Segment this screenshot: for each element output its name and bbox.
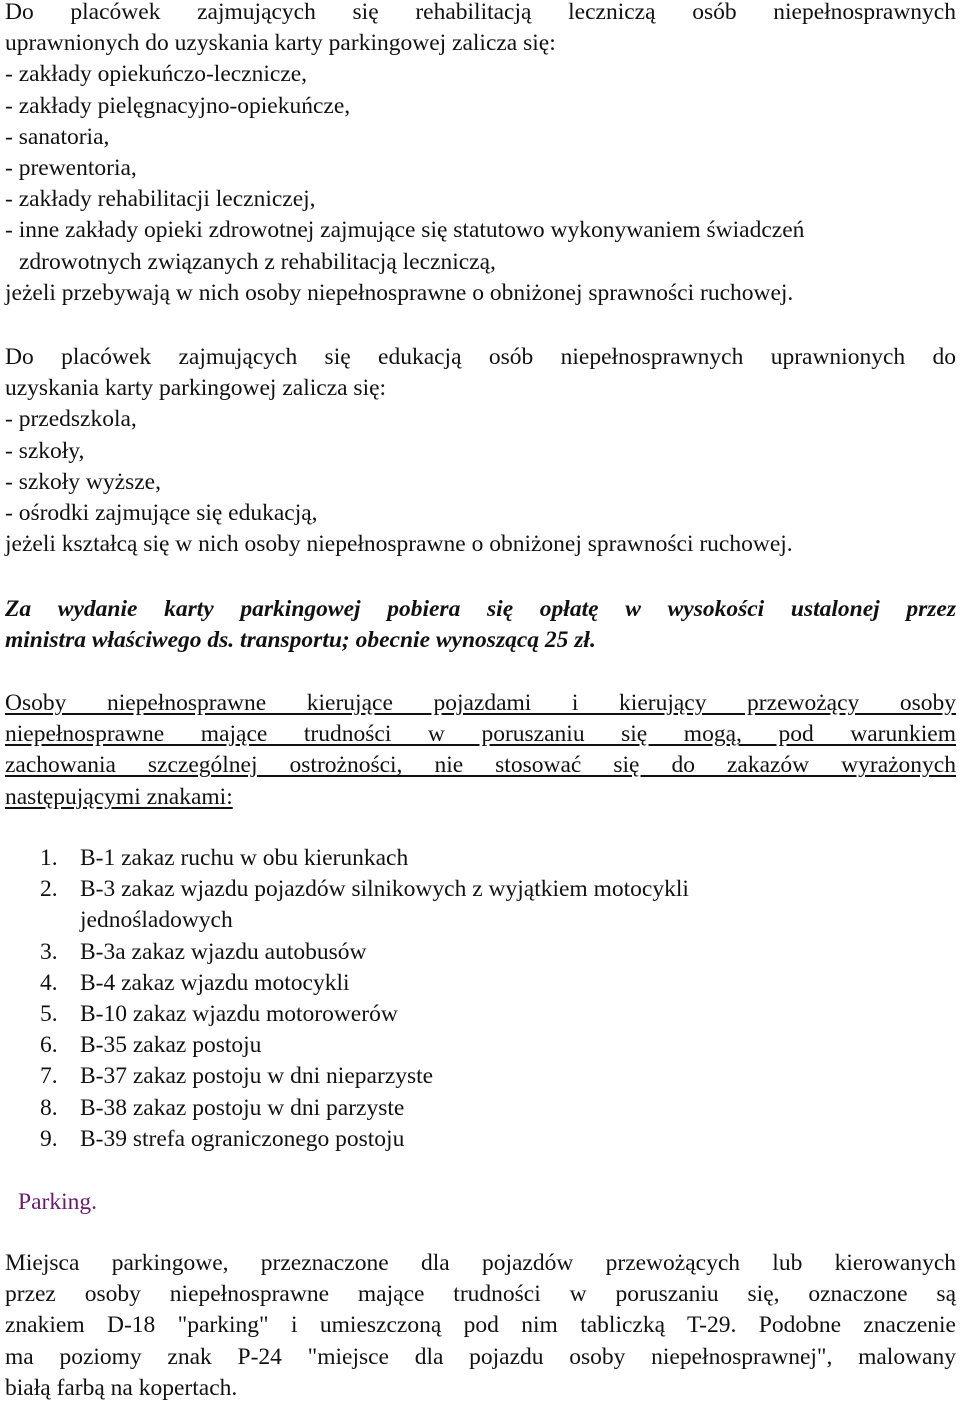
parking-line-5: białą farbą na kopertach.: [5, 1374, 238, 1401]
parking-line-3: znakiem D-18 "parking" i umieszczoną pod nim tabliczką T-29. Podobne znaczenie: [5, 1312, 956, 1339]
list-item: [40, 843, 920, 874]
list-item-number: 2.: [40, 876, 58, 903]
list-item-number: 9.: [40, 1125, 58, 1152]
list-item-number: 4.: [40, 969, 58, 996]
parking-paragraph: [5, 1248, 956, 1404]
parking-line-1: Miejsca parkingowe, przeznaczone dla pojazdów przewożących lub kierowanych: [5, 1250, 956, 1276]
rehab-item: - zakłady rehabilitacji leczniczej,: [5, 186, 316, 213]
list-item: [40, 1124, 920, 1155]
rehab-intro-line-1: Do placówek zajmujących się rehabilitacją leczniczą osób niepełnosprawnych: [5, 0, 956, 25]
fee-line-2: ministra właściwego ds. transportu; obecnie wynoszącą 25 zł.: [5, 627, 596, 654]
education-paragraph: [5, 342, 956, 560]
rehab-item: - sanatoria,: [5, 123, 110, 150]
rehab-item: - zakłady opiekuńczo-lecznicze,: [5, 61, 308, 88]
list-item-text: B-39 strefa ograniczonego postoju: [80, 1125, 405, 1152]
list-item-number: 6.: [40, 1032, 58, 1059]
list-item-text: B-10 zakaz wjazdu motorowerów: [80, 1001, 398, 1028]
list-item-text: B-35 zakaz postoju: [80, 1032, 262, 1059]
edu-closing: jeżeli kształcą się w nich osoby niepełnosprawne o obniżonej sprawności ruchowej.: [5, 531, 793, 558]
list-item-number: 7.: [40, 1063, 58, 1090]
exemption-line-2: niepełnosprawne mające trudności w poruszaniu się mogą, pod warunkiem: [5, 721, 956, 748]
rehab-item: - prewentoria,: [5, 155, 137, 182]
list-item: [40, 999, 920, 1030]
parking-line-2: przez osoby niepełnosprawne mające trudności w poruszaniu się, oznaczone są: [5, 1281, 956, 1308]
list-item-number: 1.: [40, 845, 58, 871]
list-item-text: B-3 zakaz wjazdu pojazdów silnikowych z wyjątkiem motocykli jednośladowych: [80, 876, 689, 934]
list-item-number: 3.: [40, 938, 58, 965]
edu-item: - szkoły wyższe,: [5, 468, 161, 495]
list-item: [40, 1030, 920, 1061]
parking-heading: Parking.: [18, 1189, 97, 1215]
rehabilitation-paragraph: [5, 0, 956, 309]
list-item-text: B-3a zakaz wjazdu autobusów: [80, 938, 367, 965]
exemption-line-4: następującymi znakami:: [5, 783, 233, 810]
exemption-paragraph: [5, 688, 956, 813]
list-item: [40, 1061, 920, 1092]
edu-item: - przedszkola,: [5, 406, 137, 433]
rehab-intro-line-2: uprawnionych do uzyskania karty parkingowej zalicza się:: [5, 30, 556, 57]
rehab-item: - zakłady pielęgnacyjno-opiekuńcze,: [5, 92, 351, 119]
edu-item: - szkoły,: [5, 437, 85, 464]
signs-list: [40, 843, 920, 1155]
edu-intro-line-1: Do placówek zajmujących się edukacją osób niepełnosprawnych uprawnionych do: [5, 344, 956, 370]
list-item-text: B-38 zakaz postoju w dni parzyste: [80, 1094, 405, 1121]
list-item: [40, 874, 920, 936]
exemption-line-3: zachowania szczególnej ostrożności, nie stosować się do zakazów wyrażonych: [5, 752, 956, 779]
rehab-item: - inne zakłady opieki zdrowotnej zajmujące się statutowo wykonywaniem świadczeń: [5, 217, 805, 244]
fee-paragraph: [5, 594, 956, 656]
list-item-text: B-4 zakaz wjazdu motocykli: [80, 969, 350, 996]
list-item-number: 5.: [40, 1001, 58, 1028]
list-item: [40, 968, 920, 999]
edu-intro-line-2: uzyskania karty parkingowej zalicza się:: [5, 375, 387, 402]
rehab-closing: jeżeli przebywają w nich osoby niepełnosprawne o obniżonej sprawności ruchowej.: [5, 279, 794, 306]
parking-line-4: ma poziomy znak P-24 "miejsce dla pojazdu osoby niepełnosprawnej", malowany: [5, 1343, 956, 1370]
fee-line-1: Za wydanie karty parkingowej pobiera się opłatę w wysokości ustalonej przez: [5, 596, 956, 622]
list-item: [40, 937, 920, 968]
list-item-text: B-1 zakaz ruchu w obu kierunkach: [80, 845, 409, 871]
exemption-line-1: Osoby niepełnosprawne kierujące pojazdami i kierujący przewożący osoby: [5, 690, 956, 716]
list-item-text: B-37 zakaz postoju w dni nieparzyste: [80, 1063, 434, 1090]
edu-item: - ośrodki zajmujące się edukacją,: [5, 500, 318, 527]
rehab-item-continuation: zdrowotnych związanych z rehabilitacją leczniczą,: [19, 248, 496, 275]
list-item: [40, 1093, 920, 1124]
list-item-number: 8.: [40, 1094, 58, 1121]
